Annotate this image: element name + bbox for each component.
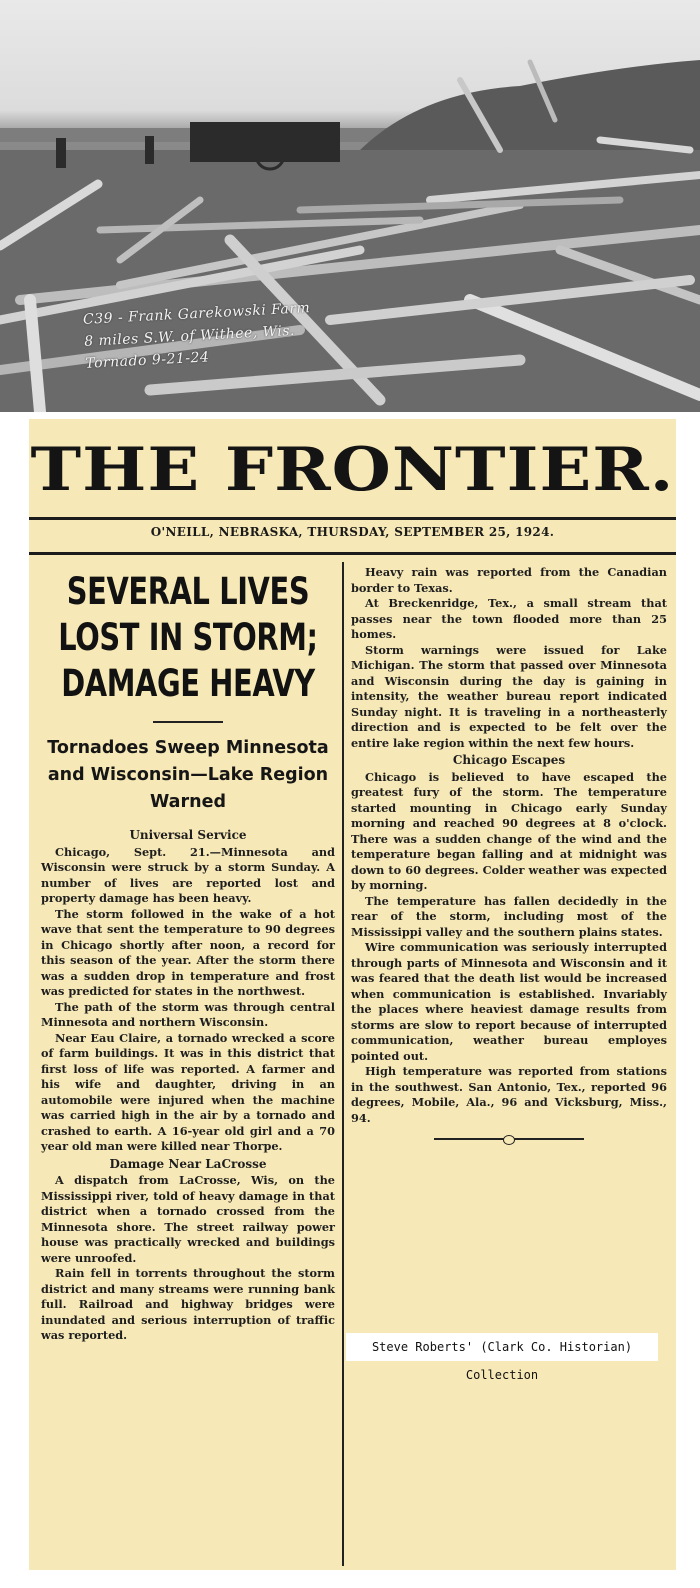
article-paragraph: Storm warnings were issued for Lake Michigan. The storm that passed over Minnesota and Wisconsin during the day is gaining in intensity, the weather bureau report indicated Sunday night. It is traveling in a northeasterly direction and is expected to be felt over the entire lake region within the next few hours. <box>351 642 667 750</box>
article-paragraph: At Breckenridge, Tex., a small stream that passes near the town flooded more than 25 homes. <box>351 596 667 641</box>
collection-credit: Steve Roberts' (Clark Co. Historian) Collection <box>346 1333 658 1361</box>
dateline: O'NEILL, NEBRASKA, THURSDAY, SEPTEMBER 25, 1924. <box>150 525 555 539</box>
column-rule <box>342 562 344 1566</box>
article-end-rule <box>434 1138 584 1140</box>
left-column <box>41 565 335 1344</box>
dateline-rule <box>29 552 676 555</box>
article-paragraph: Near Eau Claire, a tornado wrecked a score of farm buildings. It was in this district that first loss of life was reported. A farmer and his wife and daughter, driving in an automobile were injured when the machine was carried high in the air by a tornado and crashed to earth. A 16-year old girl and a 70 year old man were killed near Thorpe. <box>41 1030 335 1153</box>
headline: SEVERAL LIVES LOST IN STORM; DAMAGE HEAVY <box>58 570 318 705</box>
tornado-damage-photo <box>0 0 700 412</box>
article-paragraph: The temperature has fallen decidedly in the rear of the storm, including most of the Mississippi valley and the southern plains states. <box>351 893 667 939</box>
masthead: THE FRONTIER. <box>30 434 675 506</box>
right-column <box>351 565 667 1140</box>
article-paragraph: A dispatch from LaCrosse, Wis, on the Mississippi river, told of heavy damage in that district when a tornado crossed from the Minnesota shore. The street railway power house was practically wrecked and buildings were unroofed. <box>41 1173 335 1265</box>
article-paragraph: The path of the storm was through central Minnesota and northern Wisconsin. <box>41 999 335 1029</box>
sub-headline: Tornadoes Sweep Minnesota and Wisconsin—Lake Region Warned <box>47 738 329 812</box>
article-paragraph: Chicago is believed to have escaped the greatest fury of the storm. The temperature started mounting in Chicago early Sunday morning and reached 90 degrees at 8 o'clock. There was a sudden change of the wind and the temperature began falling and at midnight was down to 60 degrees. Colder weather was expected by morning. <box>351 769 667 892</box>
photo-handwritten-caption: C39 - Frank Garekowski Farm 8 miles S.W. of Withee, Wis. Tornado 9-21-24 <box>82 300 311 372</box>
headline-rule <box>153 721 223 723</box>
article-paragraph: Wire communication was seriously interrupted through parts of Minnesota and Wisconsin and it was feared that the death list would be increased when communication is established. Invariably the places where heaviest damage results from storms are slow to report because of interrupted communication, weather bureau employes pointed out. <box>351 940 667 1063</box>
article-paragraph: High temperature was reported from stations in the southwest. San Antonio, Tex., reported 96 degrees, Mobile, Ala., 96 and Vicksburg, Miss., 94. <box>351 1064 667 1125</box>
subhead-lacrosse: Damage Near LaCrosse <box>109 1156 267 1171</box>
masthead-rule <box>29 517 676 520</box>
subhead-chicago: Chicago Escapes <box>452 753 566 767</box>
article-paragraph: The storm followed in the wake of a hot wave that sent the temperature to 90 degrees in Chicago shortly after noon, a record for this season of the year. After the storm there was a sudden drop in temperature and frost was predicted for states in the northwest. <box>41 906 335 998</box>
byline: Universal Service <box>129 828 247 842</box>
article-paragraph: Heavy rain was reported from the Canadian border to Texas. <box>351 565 667 595</box>
article-paragraph: Chicago, Sept. 21.—Minnesota and Wisconsin were struck by a storm Sunday. A number of lives are reported lost and property damage has been heavy. <box>41 844 335 905</box>
newspaper-clipping <box>29 419 676 1570</box>
article-paragraph: Rain fell in torrents throughout the storm district and many streams were running bank full. Railroad and highway bridges were inundated and serious interruption of traffic was reported. <box>41 1266 335 1342</box>
